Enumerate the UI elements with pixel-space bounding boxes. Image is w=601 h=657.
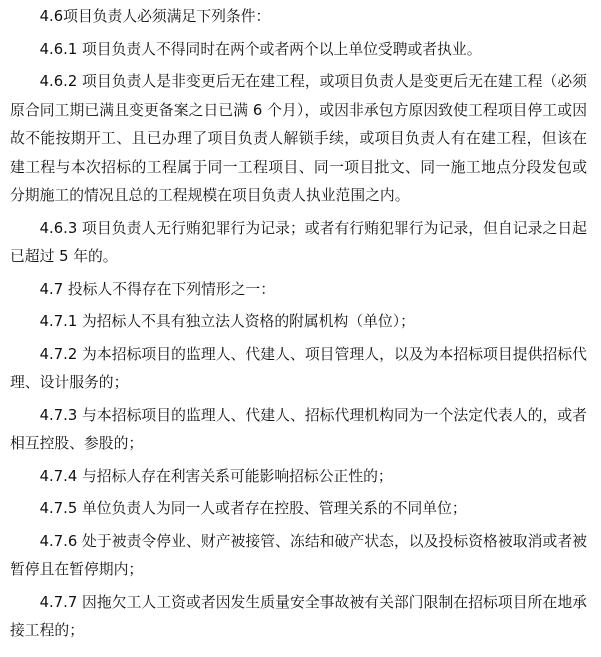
clause-number: 4.7.4 [39, 467, 78, 485]
clause-number: 4.6 [39, 8, 64, 25]
clause-text: 投标人不得存在下列情形之一： [67, 280, 276, 298]
paragraph-4-7-3 [10, 402, 587, 459]
clause-text: 项目负责人无行贿犯罪行为记录；或者有行贿犯罪行为记录，但自记录之日起已超过 5 年的。 [10, 219, 587, 265]
clause-number: 4.6.2 [39, 73, 78, 90]
clause-text: 处于被责令停业、财产被接管、冻结和破产状态，以及投标资格被取消或者被暂停且在暂停期内； [10, 532, 587, 578]
clause-text: 为招标人不具有独立法人资格的附属机构（单位）； [81, 313, 415, 330]
paragraph-4-7-1 [10, 308, 587, 337]
clause-text: 项目负责人必须满足下列条件： [63, 8, 271, 25]
clause-number: 4.7 [39, 280, 64, 298]
paragraph-4-6-2 [10, 68, 587, 211]
clause-number: 4.7.1 [39, 313, 78, 330]
clause-number: 4.7.7 [39, 593, 78, 611]
clause-text: 单位负责人为同一人或者存在控股、管理关系的不同单位； [81, 500, 467, 517]
paragraph-4-7-5 [10, 495, 587, 524]
clause-text: 项目负责人不得同时在两个或者两个以上单位受聘或者执业。 [81, 40, 482, 58]
paragraph-4-7-2 [10, 341, 587, 398]
paragraph-4-7 [10, 276, 587, 305]
clause-number: 4.7.2 [39, 345, 78, 363]
clause-number: 4.7.6 [39, 532, 78, 550]
clause-text: 与本招标项目的监理人、代建人、招标代理机构同为一个法定代表人的，或者相互控股、参股的； [10, 406, 587, 452]
clause-number: 4.7.5 [39, 500, 78, 517]
clause-text: 为本招标项目的监理人、代建人、项目管理人，以及为本招标项目提供招标代理、设计服务的； [10, 345, 587, 391]
paragraph-4-6 [10, 3, 587, 32]
paragraph-4-7-4 [10, 463, 587, 492]
paragraph-4-6-3 [10, 215, 587, 272]
paragraph-4-7-7 [10, 589, 587, 646]
clause-number: 4.7.3 [39, 406, 78, 424]
clause-text: 项目负责人是非变更后无在建工程，或项目负责人是变更后无在建工程（必须原合同工期已满且变更备案之日已满 6 个月），或因非承包方原因致使工程项目停工或因故不能按期开工、且已办理了项目负责人解锁手续，或项目负责人有在建工程，但该在建工程与本次招标的工程属于同一工程项目、同一项目批文、同一施工地点分段发包或分期施工的情况且总的工程规模在项目负责人执业范围之内。 [10, 73, 587, 204]
paragraph-4-7-6 [10, 528, 587, 585]
clause-number: 4.6.1 [39, 40, 78, 58]
paragraph-4-6-1 [10, 36, 587, 65]
clause-number: 4.6.3 [39, 219, 78, 237]
clause-text: 因拖欠工人工资或者因发生质量安全事故被有关部门限制在招标项目所在地承接工程的； [10, 593, 587, 639]
clause-text: 与招标人存在利害关系可能影响招标公正性的； [81, 467, 393, 485]
